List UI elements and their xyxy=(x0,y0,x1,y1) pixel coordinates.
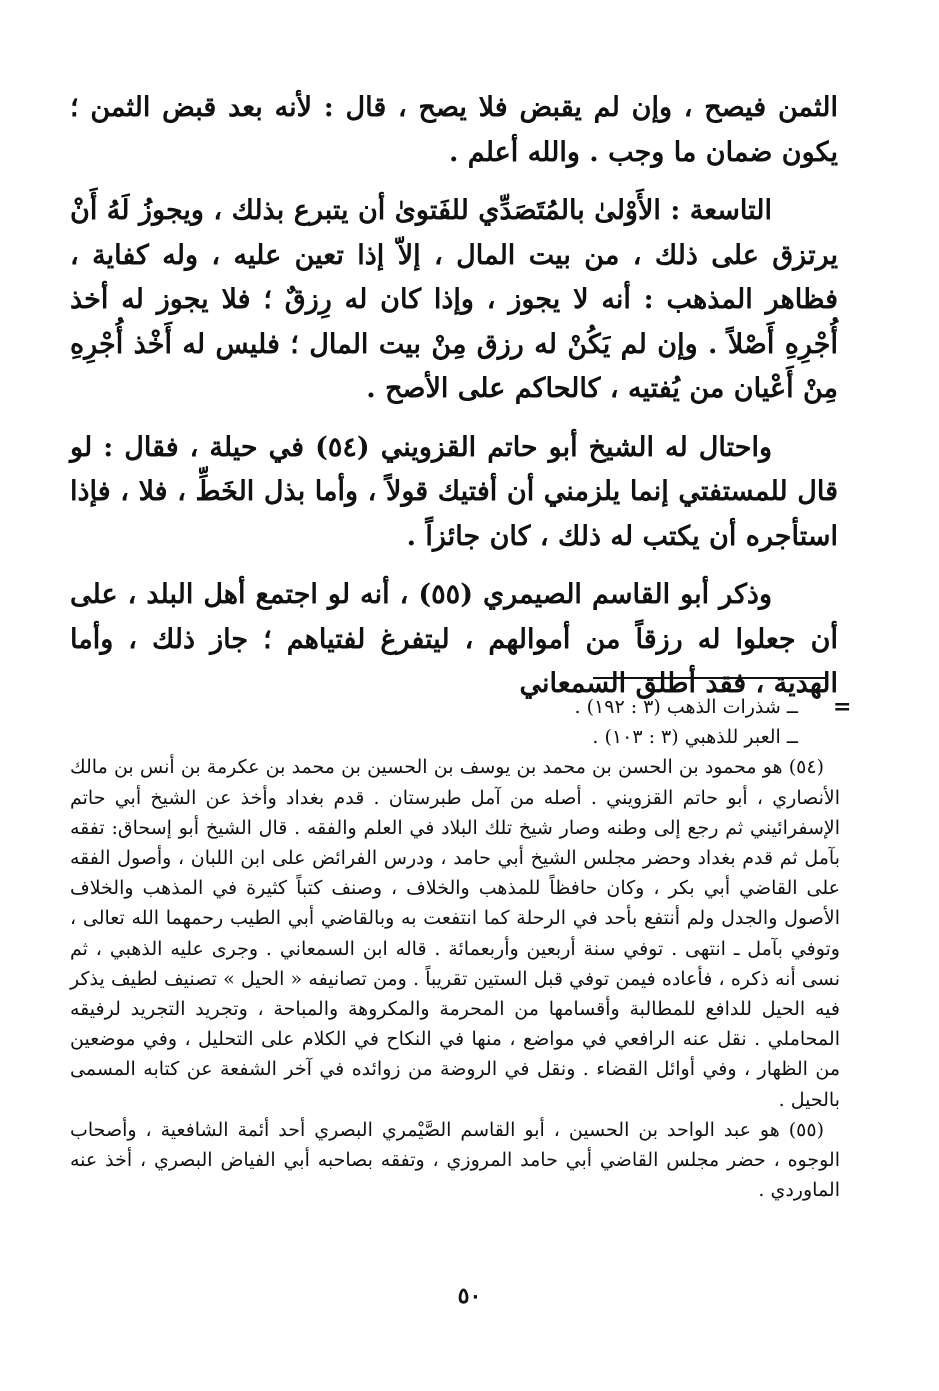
footnotes xyxy=(70,692,840,1205)
footnote-54: (٥٤) هو محمود بن الحسن بن محمد بن يوسف بن الحسين بن محمد بن عكرمة بن أنس بن مالك الأنصاري ، أبو حاتم القزويني . أصله من آمل طبرستان . قدم بغداد وأخذ عن الشيخ أبي حاتم الإسفرائيني ثم رجع إلى وطنه وصار شيخ تلك البلاد في العلم والفقه . قال الشيخ أبو إسحاق: تفقه بآمل ثم قدم بغداد وحضر مجلس الشيخ أبي حامد ، ودرس الفرائض على ابن اللبان ، وأصول الفقه على القاضي أبي بكر ، وكان حافظاً للمذهب والخلاف ، وصنف كتباً كثيرة في المذهب والخلاف الأصول والجدل ولم أنتفع بأحد في الرحلة كما انتفعت به وبالقاضي أبي الطيب رحمهما الله تعالى ، وتوفي بآمل ـ انتهى . توفي سنة أربعين وأربعمائة . قاله ابن السمعاني . وجرى عليه الذهبي ، ثم نسى أنه ذكره ، فأعاده فيمن توفي قبل الستين تقريباً . ومن تصانيفه « الحيل » تصنيف لطيف يذكر فيه الحيل للدافع للمطالبة وأقسامها من المحرمة والمكروهة والمباحة ، وتجريد التجريد لرفيقه المحاملي . نقل عنه الرافعي في مواضع ، منها في النكاح في الكلام على التحليل ، وفي موضعين من الظهار ، وفي أوائل القضاء . ونقل في الروضة من زوائده في آخر الشفعة عن كتابه المسمى بالحيل . xyxy=(70,756,840,1111)
main-paragraph-3: واحتال له الشيخ أبو حاتم القزويني (٥٤) في حيلة ، فقال : لو قال للمستفتي إنما يلزمني أن أفتيك قولاً ، وأما بذل الخَطِّ ، فلا ، فإذا استأجره أن يكتب له ذلك ، كان جائزاً . xyxy=(70,431,838,552)
footnote-55: (٥٥) هو عبد الواحد بن الحسين ، أبو القاسم الصَّيْمري البصري أحد أئمة الشافعية ، وأصحاب الوجوه ، حضر مجلس القاضي أبي حامد المروزي ، وتفقه بصاحبه أبي الفياض البصري ، أخذ عنه الماوردي . xyxy=(70,1118,840,1202)
main-paragraph-1: الثمن فيصح ، وإن لم يقبض فلا يصح ، قال : لأنه بعد قبض الثمن ؛ يكون ضمان ما وجب . والله أعلم . xyxy=(70,92,838,168)
section-heading: التاسعة : xyxy=(660,195,772,226)
main-text xyxy=(70,86,838,721)
footnote-separator xyxy=(593,677,825,679)
continuation-mark: = xyxy=(833,694,852,720)
footnote-reference: ــ العبر للذهبي (٣ : ١٠٣) . xyxy=(592,726,798,749)
main-paragraph-2: التاسعة : الأَوْلىٰ بالمُتَصَدِّي للفَتوىٰ أن يتبرع بذلك ، ويجوزُ لَهُ أَنْ يرتزق على ذلك ، من بيت المال ، إلاّ إذا تعين عليه ، وله كفاية ، فظاهر المذهب : أنه لا يجوز ، وإذا كان له رِزقٌ ؛ فلا يجوز له أخذ أُجْرِهِ أَصْلاً . وإن لم يَكُنْ له رزق مِنْ بيت المال ؛ فليس له أَخْذ أُجْرِهِ مِنْ أَعْيان من يُفتيه ، كالحاكم على الأصح . xyxy=(70,195,838,404)
page-number: ٥٠ xyxy=(457,1283,482,1309)
main-paragraph-4: وذكر أبو القاسم الصيمري (٥٥) ، أنه لو اجتمع أهل البلد ، على أن جعلوا له رزقاً من أموالهم ، ليتفرغ لفتياهم ؛ جاز ذلك ، وأما الهدية ، فقد أطلق السمعاني xyxy=(70,579,838,699)
footnote-reference: ــ شذرات الذهب (٣ : ١٩٢) . xyxy=(574,696,798,718)
